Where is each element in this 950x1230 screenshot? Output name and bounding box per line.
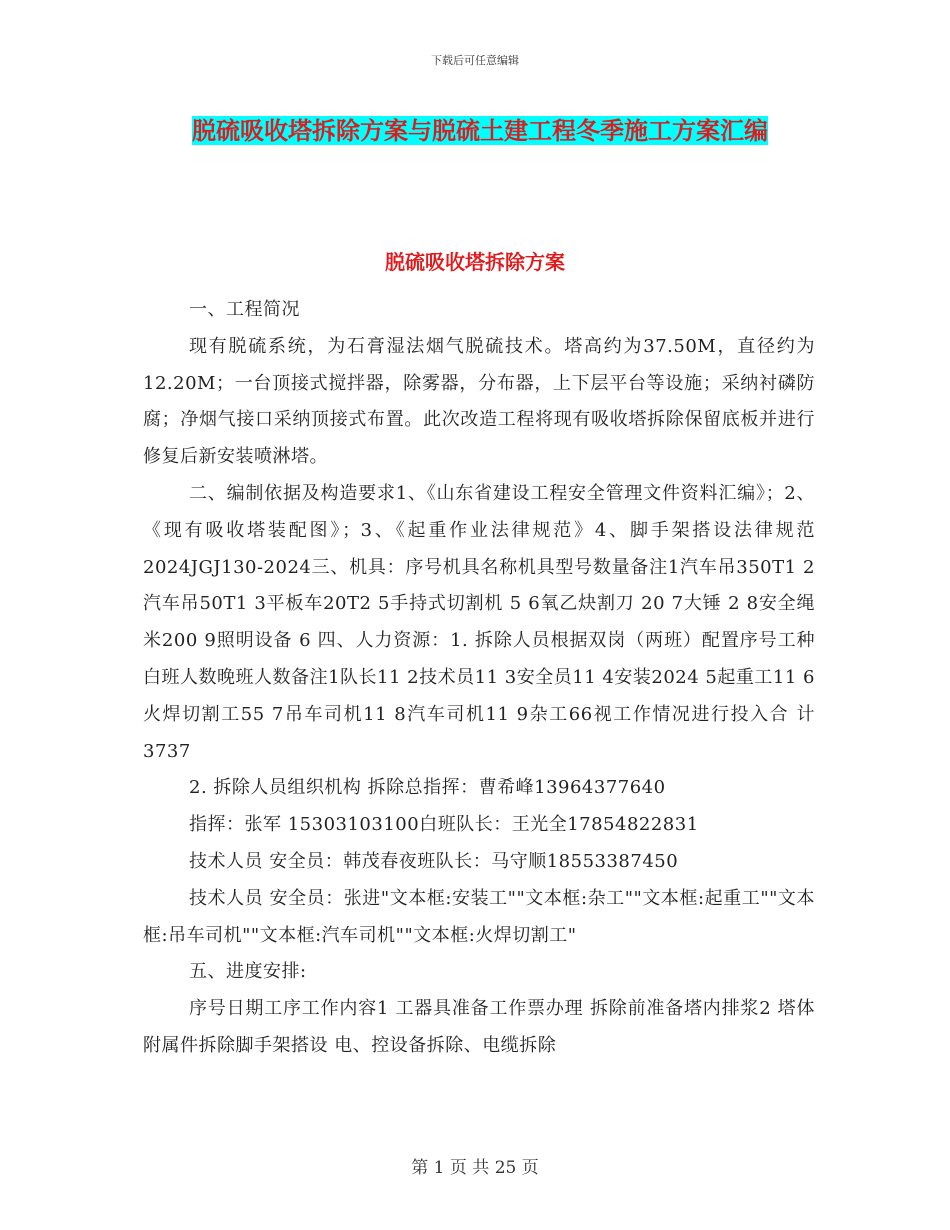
section-title: 脱硫吸收塔拆除方案 (385, 250, 565, 274)
paragraph-organization: 2. 拆除人员组织机构 拆除总指挥：曹希峰13964377640 (189, 777, 666, 799)
paragraph-commander: 指挥：张军 15303103100白班队长：王光全17854822831 (189, 814, 699, 836)
paragraph-schedule: 序号日期工序工作内容1 工器具准备工作票办理 拆除前准备塔内排浆2 塔体附属件拆除脚手架搭设 电、控设备拆除、电缆拆除 (143, 998, 815, 1056)
page-number: 第 1 页 共 25 页 (411, 1158, 539, 1178)
paragraph-basis-tools-staff: 二、编制依据及构造要求1、《山东省建设工程安全管理文件资料汇编》；2、《现有吸收塔装配图》；3、《起重作业法律规范》4、脚手架搭设法律规范2024JGJ130-2024三、机具：序号机具名称机具型号数量备注1汽车吊350T1 2汽车吊50T1 3平板车20T2 5手持式切割机 5 6氧乙炔割刀 20 7大锤 2 8安全绳米200 9照明设备 6 四、人力资源：1. 拆除人员根据双岗（两班）配置序号工种白班人数晚班人数备注1队长11 2技术员11 3安全员11 4安装2024 5起重工11 6火焊切割工55 7吊车司机11 8汽车司机11 9杂工66视工作情况进行投入合 计3737 (143, 482, 815, 762)
document-title (145, 106, 815, 156)
document-body (143, 292, 815, 1065)
page-header-note: 下载后可任意编辑 (431, 54, 519, 67)
paragraph-night-leader: 技术人员 安全员：韩茂春夜班队长：马守顺18553387450 (189, 850, 679, 872)
paragraph-overview: 现有脱硫系统，为石膏湿法烟气脱硫技术。塔高约为37.50M，直径约为12.20M；一台顶接式搅拌器，除雾器，分布器，上下层平台等设施；采纳衬磷防腐；净烟气接口采纳顶接式布置。此次改造工程将现有吸收塔拆除保留底板并进行修复后新安装喷淋塔。 (143, 335, 815, 468)
paragraph-heading-overview: 一、工程简况 (189, 299, 300, 320)
paragraph-textboxes: 技术人员 安全员：张进"文本框:安装工""文本框:杂工""文本框:起重工""文本框:吊车司机""文本框:汽车司机""文本框:火焊切割工" (143, 887, 815, 946)
paragraph-heading-schedule: 五、进度安排: (189, 961, 307, 983)
document-title-text: 脱硫吸收塔拆除方案与脱硫土建工程冬季施工方案汇编 (192, 116, 768, 145)
